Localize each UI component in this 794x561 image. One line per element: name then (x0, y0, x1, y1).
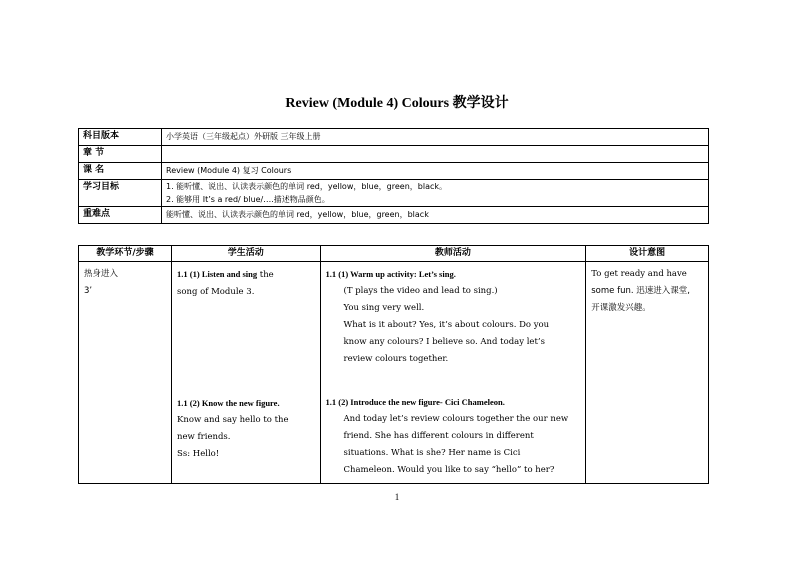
table-row (79, 180, 709, 207)
keypoints-value: 能听懂、说出、认读表示颜色的单词 red，yellow，blue，green，black (162, 207, 709, 224)
teacher-activity-b-line: friend. She has different colours in different (343, 431, 534, 441)
header-intent: 设计意图 (586, 246, 709, 262)
spacer (177, 301, 314, 395)
student-activity-a-heading (177, 266, 314, 284)
keypoints-label: 重难点 (79, 207, 162, 224)
student-activity-a-title: 1.1 (1) Listen and sing (177, 269, 258, 279)
student-activity-cell (172, 262, 320, 484)
teacher-activity-a-line: What is it about? Yes, it’s about colours. Do you (343, 320, 550, 330)
teacher-activity-a-line: You sing very well. (343, 303, 425, 313)
lesson-value: Review (Module 4) 复习 Colours (162, 163, 709, 180)
design-intent-cell (586, 262, 709, 484)
student-activity-a-line: song of Module 3. (177, 287, 255, 297)
student-activity-b-line: new friends. (177, 432, 231, 442)
goal-item: 2. 能够用 It’s a red/ blue/….描述物品颜色。 (166, 195, 330, 204)
intent-line: 开课激发兴趣。 (591, 303, 651, 313)
teacher-activity-b-line: And today let’s review colours together the our new (343, 414, 569, 424)
step-time: 3’ (84, 286, 93, 296)
teacher-activity-a-line: know any colours? I believe so. And today let’s (343, 337, 545, 347)
goals-value (162, 180, 709, 207)
header-student: 学生活动 (172, 246, 320, 262)
header-teacher: 教师活动 (320, 246, 586, 262)
teacher-activity-b-line: Chameleon. Would you like to say “hello” to her? (343, 465, 555, 475)
goals-label: 学习目标 (79, 180, 162, 207)
student-activity-b-line: Ss: Hello! (177, 449, 220, 459)
subject-value: 小学英语（三年级起点）外研版 三年级上册 (162, 129, 709, 146)
teacher-activity-b-title: 1.1 (2) Introduce the new figure- Cici Chameleon. (325, 397, 505, 407)
table-row (79, 129, 709, 146)
teacher-activity-b-line: situations. What is she? Her name is Cici (343, 448, 521, 458)
table-row (79, 146, 709, 163)
chapter-value (162, 146, 709, 163)
teacher-activity-a-line: review colours together. (343, 354, 449, 364)
step-name: 热身进入 (84, 269, 119, 279)
lesson-label: 课 名 (79, 163, 162, 180)
student-activity-a-rest: the (257, 270, 274, 280)
table-row (79, 207, 709, 224)
course-info-table (78, 128, 709, 224)
step-cell (79, 262, 172, 484)
chapter-label: 章 节 (79, 146, 162, 163)
spacer (326, 368, 581, 394)
page-number: 1 (394, 492, 400, 502)
document-title: Review (Module 4) Colours 教学设计 (285, 96, 509, 111)
goal-item: 1. 能听懂、说出、认读表示颜色的单词 red，yellow，blue，green，black。 (166, 182, 448, 191)
intent-line: some fun. 迅速进入课堂, (591, 286, 690, 296)
teacher-activity-a-title: 1.1 (1) Warm up activity: Let’s sing. (325, 269, 456, 279)
header-step: 教学环节/步骤 (79, 246, 172, 262)
intent-line: To get ready and have (591, 269, 687, 279)
student-activity-b-title: 1.1 (2) Know the new figure. (177, 398, 280, 408)
teacher-activity-a-line: (T plays the video and lead to sing.) (343, 286, 498, 296)
table-header-row (79, 246, 709, 262)
subject-label: 科目版本 (79, 129, 162, 146)
student-activity-b-line: Know and say hello to the (177, 415, 289, 425)
table-row (79, 262, 709, 484)
teacher-activity-cell (320, 262, 586, 484)
lesson-plan-table (78, 245, 709, 484)
table-row (79, 163, 709, 180)
